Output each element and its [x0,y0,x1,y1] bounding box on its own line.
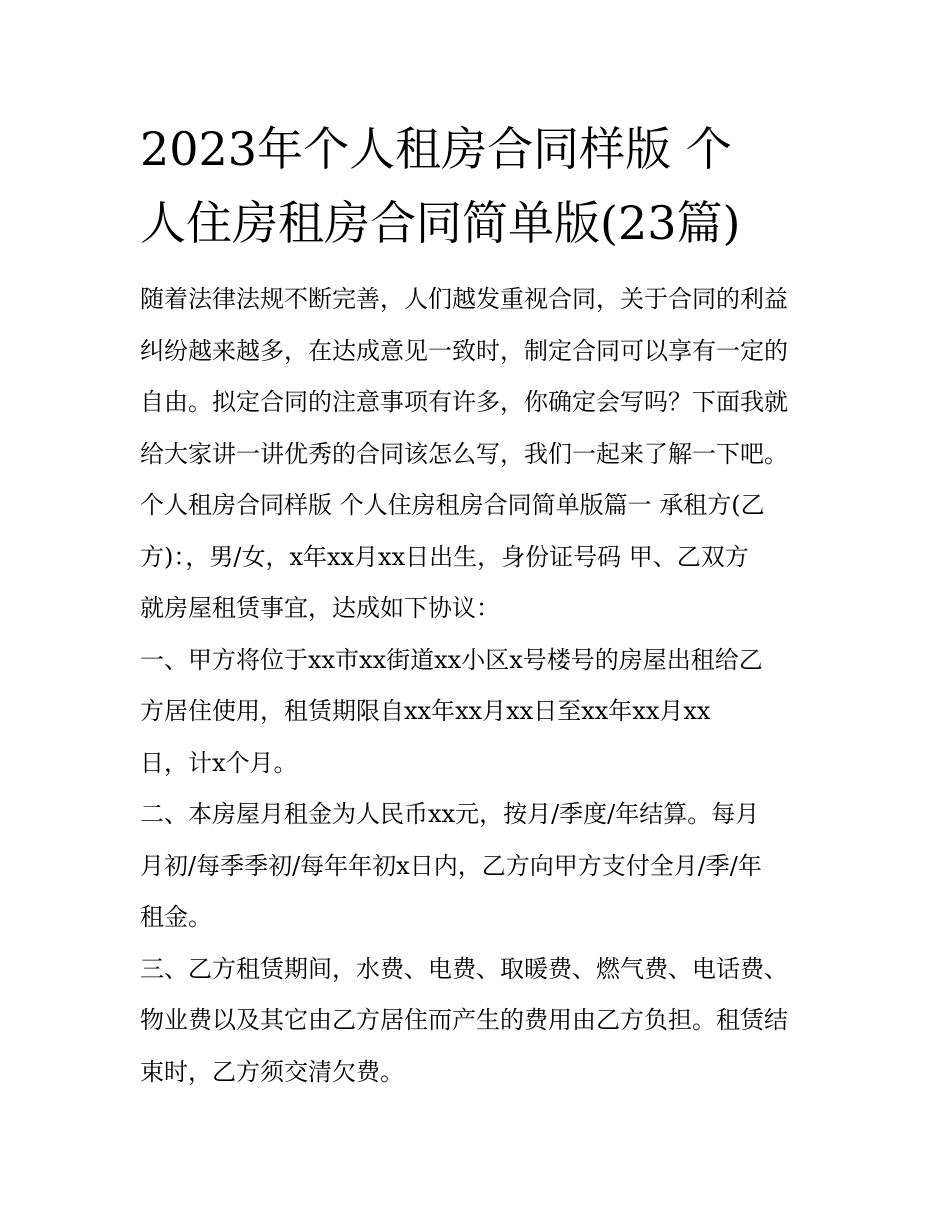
body-line: 日，计x个月。 [140,748,298,777]
body-line: 二、本房屋月租金为人民币xx元，按月/季度/年结算。每月 [140,800,760,828]
document-title [140,112,820,260]
body-line: 方居住使用，租赁期限自xx年xx月xx日至xx年xx月xx [140,697,711,725]
body-line: 给大家讲一讲优秀的合同该怎么写，我们一起来了解一下吧。 [140,439,788,468]
body-line: 就房屋租赁事宜，达成如下协议： [140,594,500,622]
title-line: 2023年个人租房合同样版 个 [140,122,732,176]
body-line: 月初/每季季初/每年年初x日内，乙方向甲方支付全月/季/年 [140,851,762,880]
document-body [140,274,820,1098]
body-line: 三、乙方租赁期间，水费、电费、取暖费、燃气费、电话费、 [140,954,788,983]
title-line: 人住房租房合同简单版(23篇) [140,196,741,250]
body-line: 随着法律法规不断完善，人们越发重视合同，关于合同的利益 [140,285,788,313]
body-line: 方)：，男/女，x年xx月xx日出生，身份证号码 甲、乙双方 [140,542,749,571]
body-line: 租金。 [140,903,212,931]
body-line: 束时，乙方须交清欠费。 [140,1057,404,1086]
body-line: 个人租房合同样版 个人住房租房合同简单版篇一 承租方(乙 [140,491,765,519]
body-line: 物业费以及其它由乙方居住而产生的费用由乙方负担。租赁结 [140,1006,788,1034]
body-line: 自由。拟定合同的注意事项有许多，你确定会写吗？下面我就 [140,388,788,416]
body-line: 一、甲方将位于xx市xx街道xx小区x号楼号的房屋出租给乙 [140,645,763,674]
body-line: 纠纷越来越多，在达成意见一致时，制定合同可以享有一定的 [140,336,788,365]
